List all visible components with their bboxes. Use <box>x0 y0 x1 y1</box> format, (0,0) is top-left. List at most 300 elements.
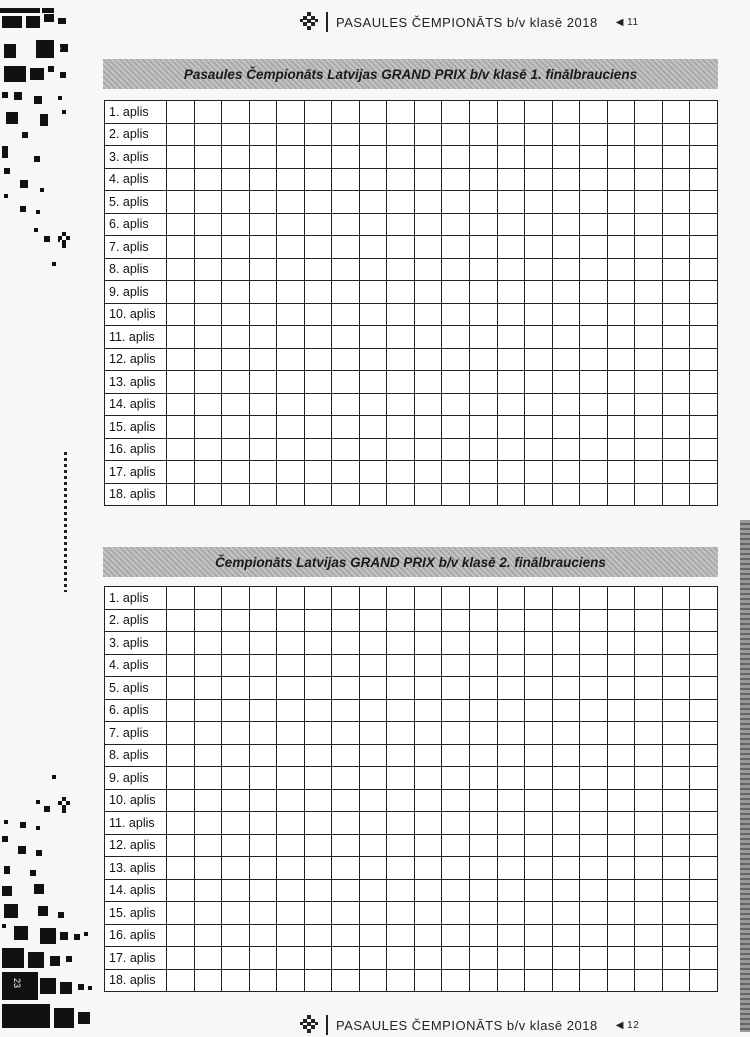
grid-cell[interactable] <box>580 326 608 349</box>
grid-cell[interactable] <box>332 483 360 506</box>
grid-cell[interactable] <box>442 461 470 484</box>
grid-cell[interactable] <box>359 969 387 992</box>
grid-cell[interactable] <box>249 483 277 506</box>
grid-cell[interactable] <box>277 857 305 880</box>
grid-cell[interactable] <box>525 879 553 902</box>
grid-cell[interactable] <box>470 902 498 925</box>
grid-cell[interactable] <box>222 461 250 484</box>
grid-cell[interactable] <box>332 879 360 902</box>
grid-cell[interactable] <box>635 767 663 790</box>
grid-cell[interactable] <box>580 744 608 767</box>
grid-cell[interactable] <box>607 168 635 191</box>
grid-cell[interactable] <box>222 879 250 902</box>
grid-cell[interactable] <box>497 834 525 857</box>
grid-cell[interactable] <box>580 303 608 326</box>
grid-cell[interactable] <box>194 947 222 970</box>
grid-cell[interactable] <box>359 416 387 439</box>
grid-cell[interactable] <box>387 213 415 236</box>
grid-cell[interactable] <box>525 123 553 146</box>
grid-cell[interactable] <box>332 587 360 610</box>
grid-cell[interactable] <box>194 123 222 146</box>
grid-cell[interactable] <box>359 236 387 259</box>
grid-cell[interactable] <box>635 812 663 835</box>
grid-cell[interactable] <box>607 857 635 880</box>
grid-cell[interactable] <box>304 191 332 214</box>
grid-cell[interactable] <box>690 281 718 304</box>
grid-cell[interactable] <box>359 461 387 484</box>
grid-cell[interactable] <box>580 834 608 857</box>
grid-cell[interactable] <box>607 812 635 835</box>
grid-cell[interactable] <box>690 677 718 700</box>
grid-cell[interactable] <box>194 326 222 349</box>
grid-cell[interactable] <box>580 789 608 812</box>
grid-cell[interactable] <box>690 744 718 767</box>
grid-cell[interactable] <box>304 371 332 394</box>
grid-cell[interactable] <box>635 677 663 700</box>
grid-cell[interactable] <box>277 969 305 992</box>
grid-cell[interactable] <box>470 326 498 349</box>
grid-cell[interactable] <box>442 834 470 857</box>
grid-cell[interactable] <box>222 969 250 992</box>
grid-cell[interactable] <box>277 812 305 835</box>
grid-cell[interactable] <box>249 416 277 439</box>
grid-cell[interactable] <box>222 609 250 632</box>
grid-cell[interactable] <box>580 191 608 214</box>
grid-cell[interactable] <box>359 699 387 722</box>
grid-cell[interactable] <box>194 744 222 767</box>
grid-cell[interactable] <box>442 677 470 700</box>
grid-cell[interactable] <box>552 303 580 326</box>
grid-cell[interactable] <box>222 902 250 925</box>
grid-cell[interactable] <box>194 258 222 281</box>
grid-cell[interactable] <box>580 699 608 722</box>
grid-cell[interactable] <box>635 123 663 146</box>
grid-cell[interactable] <box>277 213 305 236</box>
grid-cell[interactable] <box>222 789 250 812</box>
grid-cell[interactable] <box>167 326 195 349</box>
grid-cell[interactable] <box>525 461 553 484</box>
grid-cell[interactable] <box>249 969 277 992</box>
grid-cell[interactable] <box>222 654 250 677</box>
grid-cell[interactable] <box>552 834 580 857</box>
grid-cell[interactable] <box>194 677 222 700</box>
grid-cell[interactable] <box>414 587 442 610</box>
grid-cell[interactable] <box>580 969 608 992</box>
grid-cell[interactable] <box>552 767 580 790</box>
grid-cell[interactable] <box>304 146 332 169</box>
grid-cell[interactable] <box>304 168 332 191</box>
grid-cell[interactable] <box>194 191 222 214</box>
grid-cell[interactable] <box>690 483 718 506</box>
grid-cell[interactable] <box>277 303 305 326</box>
grid-cell[interactable] <box>662 587 690 610</box>
grid-cell[interactable] <box>414 438 442 461</box>
grid-cell[interactable] <box>690 393 718 416</box>
grid-cell[interactable] <box>249 632 277 655</box>
grid-cell[interactable] <box>304 722 332 745</box>
grid-cell[interactable] <box>332 902 360 925</box>
grid-cell[interactable] <box>194 281 222 304</box>
grid-cell[interactable] <box>414 281 442 304</box>
grid-cell[interactable] <box>249 348 277 371</box>
grid-cell[interactable] <box>552 947 580 970</box>
grid-cell[interactable] <box>442 101 470 124</box>
grid-cell[interactable] <box>194 812 222 835</box>
grid-cell[interactable] <box>304 393 332 416</box>
grid-cell[interactable] <box>442 123 470 146</box>
grid-cell[interactable] <box>607 744 635 767</box>
grid-cell[interactable] <box>277 371 305 394</box>
grid-cell[interactable] <box>580 371 608 394</box>
grid-cell[interactable] <box>387 744 415 767</box>
grid-cell[interactable] <box>690 146 718 169</box>
grid-cell[interactable] <box>387 812 415 835</box>
grid-cell[interactable] <box>304 969 332 992</box>
grid-cell[interactable] <box>580 438 608 461</box>
grid-cell[interactable] <box>359 191 387 214</box>
grid-cell[interactable] <box>635 744 663 767</box>
grid-cell[interactable] <box>222 438 250 461</box>
grid-cell[interactable] <box>552 123 580 146</box>
grid-cell[interactable] <box>194 303 222 326</box>
grid-cell[interactable] <box>470 483 498 506</box>
grid-cell[interactable] <box>552 191 580 214</box>
grid-cell[interactable] <box>249 789 277 812</box>
grid-cell[interactable] <box>552 654 580 677</box>
grid-cell[interactable] <box>580 416 608 439</box>
grid-cell[interactable] <box>635 168 663 191</box>
grid-cell[interactable] <box>580 236 608 259</box>
grid-cell[interactable] <box>470 168 498 191</box>
grid-cell[interactable] <box>304 258 332 281</box>
grid-cell[interactable] <box>442 699 470 722</box>
grid-cell[interactable] <box>359 326 387 349</box>
grid-cell[interactable] <box>414 609 442 632</box>
grid-cell[interactable] <box>552 677 580 700</box>
grid-cell[interactable] <box>552 699 580 722</box>
grid-cell[interactable] <box>442 767 470 790</box>
grid-cell[interactable] <box>387 258 415 281</box>
grid-cell[interactable] <box>194 924 222 947</box>
grid-cell[interactable] <box>635 236 663 259</box>
grid-cell[interactable] <box>387 101 415 124</box>
grid-cell[interactable] <box>525 213 553 236</box>
grid-cell[interactable] <box>387 632 415 655</box>
grid-cell[interactable] <box>249 609 277 632</box>
grid-cell[interactable] <box>222 213 250 236</box>
grid-cell[interactable] <box>470 416 498 439</box>
grid-cell[interactable] <box>249 699 277 722</box>
grid-cell[interactable] <box>167 879 195 902</box>
grid-cell[interactable] <box>304 438 332 461</box>
grid-cell[interactable] <box>662 371 690 394</box>
grid-cell[interactable] <box>607 461 635 484</box>
grid-cell[interactable] <box>194 969 222 992</box>
grid-cell[interactable] <box>497 789 525 812</box>
grid-cell[interactable] <box>607 146 635 169</box>
grid-cell[interactable] <box>442 879 470 902</box>
grid-cell[interactable] <box>525 393 553 416</box>
grid-cell[interactable] <box>552 857 580 880</box>
grid-cell[interactable] <box>249 191 277 214</box>
grid-cell[interactable] <box>580 609 608 632</box>
grid-cell[interactable] <box>497 348 525 371</box>
grid-cell[interactable] <box>607 371 635 394</box>
grid-cell[interactable] <box>277 699 305 722</box>
grid-cell[interactable] <box>194 767 222 790</box>
grid-cell[interactable] <box>222 416 250 439</box>
grid-cell[interactable] <box>525 654 553 677</box>
grid-cell[interactable] <box>497 677 525 700</box>
grid-cell[interactable] <box>387 326 415 349</box>
grid-cell[interactable] <box>552 213 580 236</box>
grid-cell[interactable] <box>580 812 608 835</box>
grid-cell[interactable] <box>249 281 277 304</box>
grid-cell[interactable] <box>580 879 608 902</box>
grid-cell[interactable] <box>414 654 442 677</box>
grid-cell[interactable] <box>525 438 553 461</box>
grid-cell[interactable] <box>525 416 553 439</box>
grid-cell[interactable] <box>304 947 332 970</box>
grid-cell[interactable] <box>497 146 525 169</box>
grid-cell[interactable] <box>414 947 442 970</box>
grid-cell[interactable] <box>635 789 663 812</box>
grid-cell[interactable] <box>442 191 470 214</box>
grid-cell[interactable] <box>580 146 608 169</box>
grid-cell[interactable] <box>635 924 663 947</box>
grid-cell[interactable] <box>525 789 553 812</box>
grid-cell[interactable] <box>414 924 442 947</box>
grid-cell[interactable] <box>332 168 360 191</box>
grid-cell[interactable] <box>414 483 442 506</box>
grid-cell[interactable] <box>194 461 222 484</box>
grid-cell[interactable] <box>470 969 498 992</box>
grid-cell[interactable] <box>194 348 222 371</box>
grid-cell[interactable] <box>690 789 718 812</box>
grid-cell[interactable] <box>662 281 690 304</box>
grid-cell[interactable] <box>497 213 525 236</box>
grid-cell[interactable] <box>414 146 442 169</box>
grid-cell[interactable] <box>387 236 415 259</box>
grid-cell[interactable] <box>277 348 305 371</box>
grid-cell[interactable] <box>442 303 470 326</box>
grid-cell[interactable] <box>167 722 195 745</box>
grid-cell[interactable] <box>414 236 442 259</box>
grid-cell[interactable] <box>442 371 470 394</box>
grid-cell[interactable] <box>580 654 608 677</box>
grid-cell[interactable] <box>167 191 195 214</box>
grid-cell[interactable] <box>525 767 553 790</box>
grid-cell[interactable] <box>222 924 250 947</box>
grid-cell[interactable] <box>332 609 360 632</box>
grid-cell[interactable] <box>470 123 498 146</box>
grid-cell[interactable] <box>387 123 415 146</box>
grid-cell[interactable] <box>607 213 635 236</box>
grid-cell[interactable] <box>194 834 222 857</box>
grid-cell[interactable] <box>525 632 553 655</box>
grid-cell[interactable] <box>497 924 525 947</box>
grid-cell[interactable] <box>525 236 553 259</box>
grid-cell[interactable] <box>249 438 277 461</box>
grid-cell[interactable] <box>497 236 525 259</box>
grid-cell[interactable] <box>414 969 442 992</box>
grid-cell[interactable] <box>662 168 690 191</box>
grid-cell[interactable] <box>414 371 442 394</box>
grid-cell[interactable] <box>662 326 690 349</box>
grid-cell[interactable] <box>332 654 360 677</box>
grid-cell[interactable] <box>580 213 608 236</box>
grid-cell[interactable] <box>277 123 305 146</box>
grid-cell[interactable] <box>277 722 305 745</box>
grid-cell[interactable] <box>167 258 195 281</box>
grid-cell[interactable] <box>414 834 442 857</box>
grid-cell[interactable] <box>249 168 277 191</box>
grid-cell[interactable] <box>552 146 580 169</box>
grid-cell[interactable] <box>442 438 470 461</box>
grid-cell[interactable] <box>690 258 718 281</box>
grid-cell[interactable] <box>635 213 663 236</box>
grid-cell[interactable] <box>414 348 442 371</box>
grid-cell[interactable] <box>249 812 277 835</box>
grid-cell[interactable] <box>277 191 305 214</box>
grid-cell[interactable] <box>662 303 690 326</box>
grid-cell[interactable] <box>525 348 553 371</box>
grid-cell[interactable] <box>249 101 277 124</box>
grid-cell[interactable] <box>222 146 250 169</box>
grid-cell[interactable] <box>277 767 305 790</box>
grid-cell[interactable] <box>690 879 718 902</box>
grid-cell[interactable] <box>470 654 498 677</box>
grid-cell[interactable] <box>607 879 635 902</box>
grid-cell[interactable] <box>387 654 415 677</box>
grid-cell[interactable] <box>662 632 690 655</box>
grid-cell[interactable] <box>470 857 498 880</box>
grid-cell[interactable] <box>332 371 360 394</box>
grid-cell[interactable] <box>304 609 332 632</box>
grid-cell[interactable] <box>167 461 195 484</box>
grid-cell[interactable] <box>580 258 608 281</box>
grid-cell[interactable] <box>222 393 250 416</box>
grid-cell[interactable] <box>359 213 387 236</box>
grid-cell[interactable] <box>304 789 332 812</box>
grid-cell[interactable] <box>194 146 222 169</box>
grid-cell[interactable] <box>635 654 663 677</box>
grid-cell[interactable] <box>277 483 305 506</box>
grid-cell[interactable] <box>359 722 387 745</box>
grid-cell[interactable] <box>414 699 442 722</box>
grid-cell[interactable] <box>690 303 718 326</box>
grid-cell[interactable] <box>442 258 470 281</box>
grid-cell[interactable] <box>607 303 635 326</box>
grid-cell[interactable] <box>222 326 250 349</box>
grid-cell[interactable] <box>635 879 663 902</box>
grid-cell[interactable] <box>167 146 195 169</box>
grid-cell[interactable] <box>249 587 277 610</box>
grid-cell[interactable] <box>304 326 332 349</box>
grid-cell[interactable] <box>194 654 222 677</box>
grid-cell[interactable] <box>552 393 580 416</box>
grid-cell[interactable] <box>222 371 250 394</box>
grid-cell[interactable] <box>332 258 360 281</box>
grid-cell[interactable] <box>635 303 663 326</box>
grid-cell[interactable] <box>635 281 663 304</box>
grid-cell[interactable] <box>607 699 635 722</box>
grid-cell[interactable] <box>470 879 498 902</box>
grid-cell[interactable] <box>414 722 442 745</box>
grid-cell[interactable] <box>525 168 553 191</box>
grid-cell[interactable] <box>194 101 222 124</box>
grid-cell[interactable] <box>332 303 360 326</box>
grid-cell[interactable] <box>304 213 332 236</box>
grid-cell[interactable] <box>332 236 360 259</box>
grid-cell[interactable] <box>414 677 442 700</box>
grid-cell[interactable] <box>635 834 663 857</box>
grid-cell[interactable] <box>304 834 332 857</box>
grid-cell[interactable] <box>194 902 222 925</box>
grid-cell[interactable] <box>167 303 195 326</box>
grid-cell[interactable] <box>470 281 498 304</box>
grid-cell[interactable] <box>387 609 415 632</box>
grid-cell[interactable] <box>249 857 277 880</box>
grid-cell[interactable] <box>167 857 195 880</box>
grid-cell[interactable] <box>442 587 470 610</box>
grid-cell[interactable] <box>662 213 690 236</box>
grid-cell[interactable] <box>167 416 195 439</box>
grid-cell[interactable] <box>690 461 718 484</box>
grid-cell[interactable] <box>167 587 195 610</box>
grid-cell[interactable] <box>222 168 250 191</box>
grid-cell[interactable] <box>635 101 663 124</box>
grid-cell[interactable] <box>332 789 360 812</box>
grid-cell[interactable] <box>332 123 360 146</box>
grid-cell[interactable] <box>662 857 690 880</box>
grid-cell[interactable] <box>442 326 470 349</box>
grid-cell[interactable] <box>304 632 332 655</box>
grid-cell[interactable] <box>387 699 415 722</box>
grid-cell[interactable] <box>194 609 222 632</box>
grid-cell[interactable] <box>167 483 195 506</box>
grid-cell[interactable] <box>525 677 553 700</box>
grid-cell[interactable] <box>414 789 442 812</box>
grid-cell[interactable] <box>249 879 277 902</box>
grid-cell[interactable] <box>470 699 498 722</box>
grid-cell[interactable] <box>167 609 195 632</box>
grid-cell[interactable] <box>607 483 635 506</box>
grid-cell[interactable] <box>167 213 195 236</box>
grid-cell[interactable] <box>690 722 718 745</box>
grid-cell[interactable] <box>414 191 442 214</box>
grid-cell[interactable] <box>552 587 580 610</box>
grid-cell[interactable] <box>497 258 525 281</box>
grid-cell[interactable] <box>277 632 305 655</box>
grid-cell[interactable] <box>662 767 690 790</box>
grid-cell[interactable] <box>332 947 360 970</box>
grid-cell[interactable] <box>277 677 305 700</box>
grid-cell[interactable] <box>304 587 332 610</box>
grid-cell[interactable] <box>525 924 553 947</box>
grid-cell[interactable] <box>690 609 718 632</box>
grid-cell[interactable] <box>359 587 387 610</box>
grid-cell[interactable] <box>277 236 305 259</box>
grid-cell[interactable] <box>332 393 360 416</box>
grid-cell[interactable] <box>580 393 608 416</box>
grid-cell[interactable] <box>167 969 195 992</box>
grid-cell[interactable] <box>277 879 305 902</box>
grid-cell[interactable] <box>222 281 250 304</box>
grid-cell[interactable] <box>167 654 195 677</box>
grid-cell[interactable] <box>552 258 580 281</box>
grid-cell[interactable] <box>607 191 635 214</box>
